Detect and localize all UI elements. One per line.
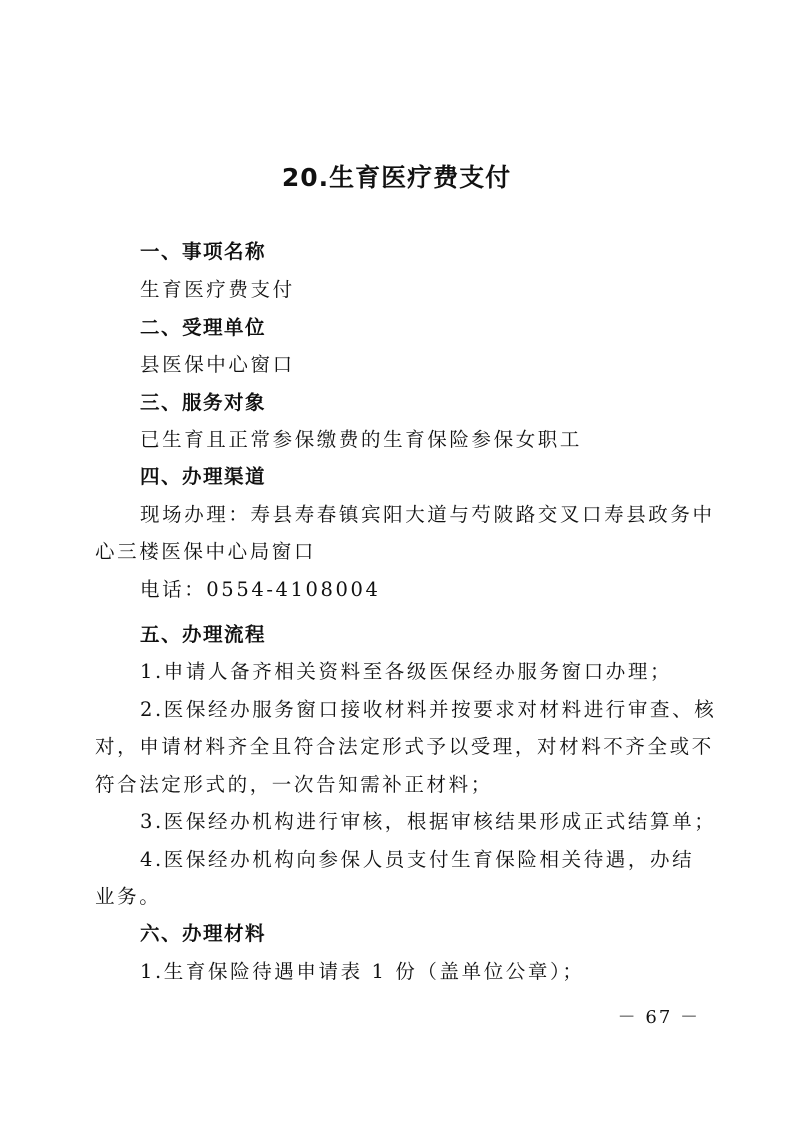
section-heading-item-name: 一、事项名称 [140, 240, 267, 263]
section-heading-channels: 四、办理渠道 [140, 465, 267, 488]
section-heading-accepting-unit: 二、受理单位 [140, 316, 267, 339]
section-heading-materials: 六、办理材料 [140, 922, 267, 945]
section-heading-process: 五、办理流程 [140, 623, 267, 646]
process-step-2-line-2: 对，申请材料齐全且符合法定形式予以受理，对材料不齐全或不 [95, 735, 714, 758]
section-heading-service-target: 三、服务对象 [140, 391, 267, 414]
accepting-unit-text: 县医保中心窗口 [140, 353, 295, 376]
process-step-3: 3.医保经办机构进行审核，根据审核结果形成正式结算单； [140, 810, 717, 833]
service-target-text: 已生育且正常参保缴费的生育保险参保女职工 [140, 428, 583, 451]
channels-text-line-1: 现场办理：寿县寿春镇宾阳大道与芍陂路交叉口寿县政务中 [140, 503, 715, 526]
process-step-4-line-2: 业务。 [95, 885, 162, 908]
document-title: 20.生育医疗费支付 [281, 163, 512, 192]
item-name-text: 生育医疗费支付 [140, 278, 295, 301]
page-number: － 67 － [617, 1007, 700, 1028]
process-step-4-line-1: 4.医保经办机构向参保人员支付生育保险相关待遇，办结 [140, 848, 695, 871]
materials-item-1: 1.生育保险待遇申请表 1 份（盖单位公章）； [140, 960, 585, 983]
process-step-2-line-1: 2.医保经办服务窗口接收材料并按要求对材料进行审查、核 [140, 698, 717, 721]
phone-text: 电话：0554-4108004 [140, 578, 381, 601]
process-step-1: 1.申请人备齐相关资料至各级医保经办服务窗口办理； [140, 660, 673, 683]
channels-text-line-2: 心三楼医保中心局窗口 [95, 540, 317, 563]
process-step-2-line-3: 符合法定形式的，一次告知需补正材料； [95, 773, 493, 796]
